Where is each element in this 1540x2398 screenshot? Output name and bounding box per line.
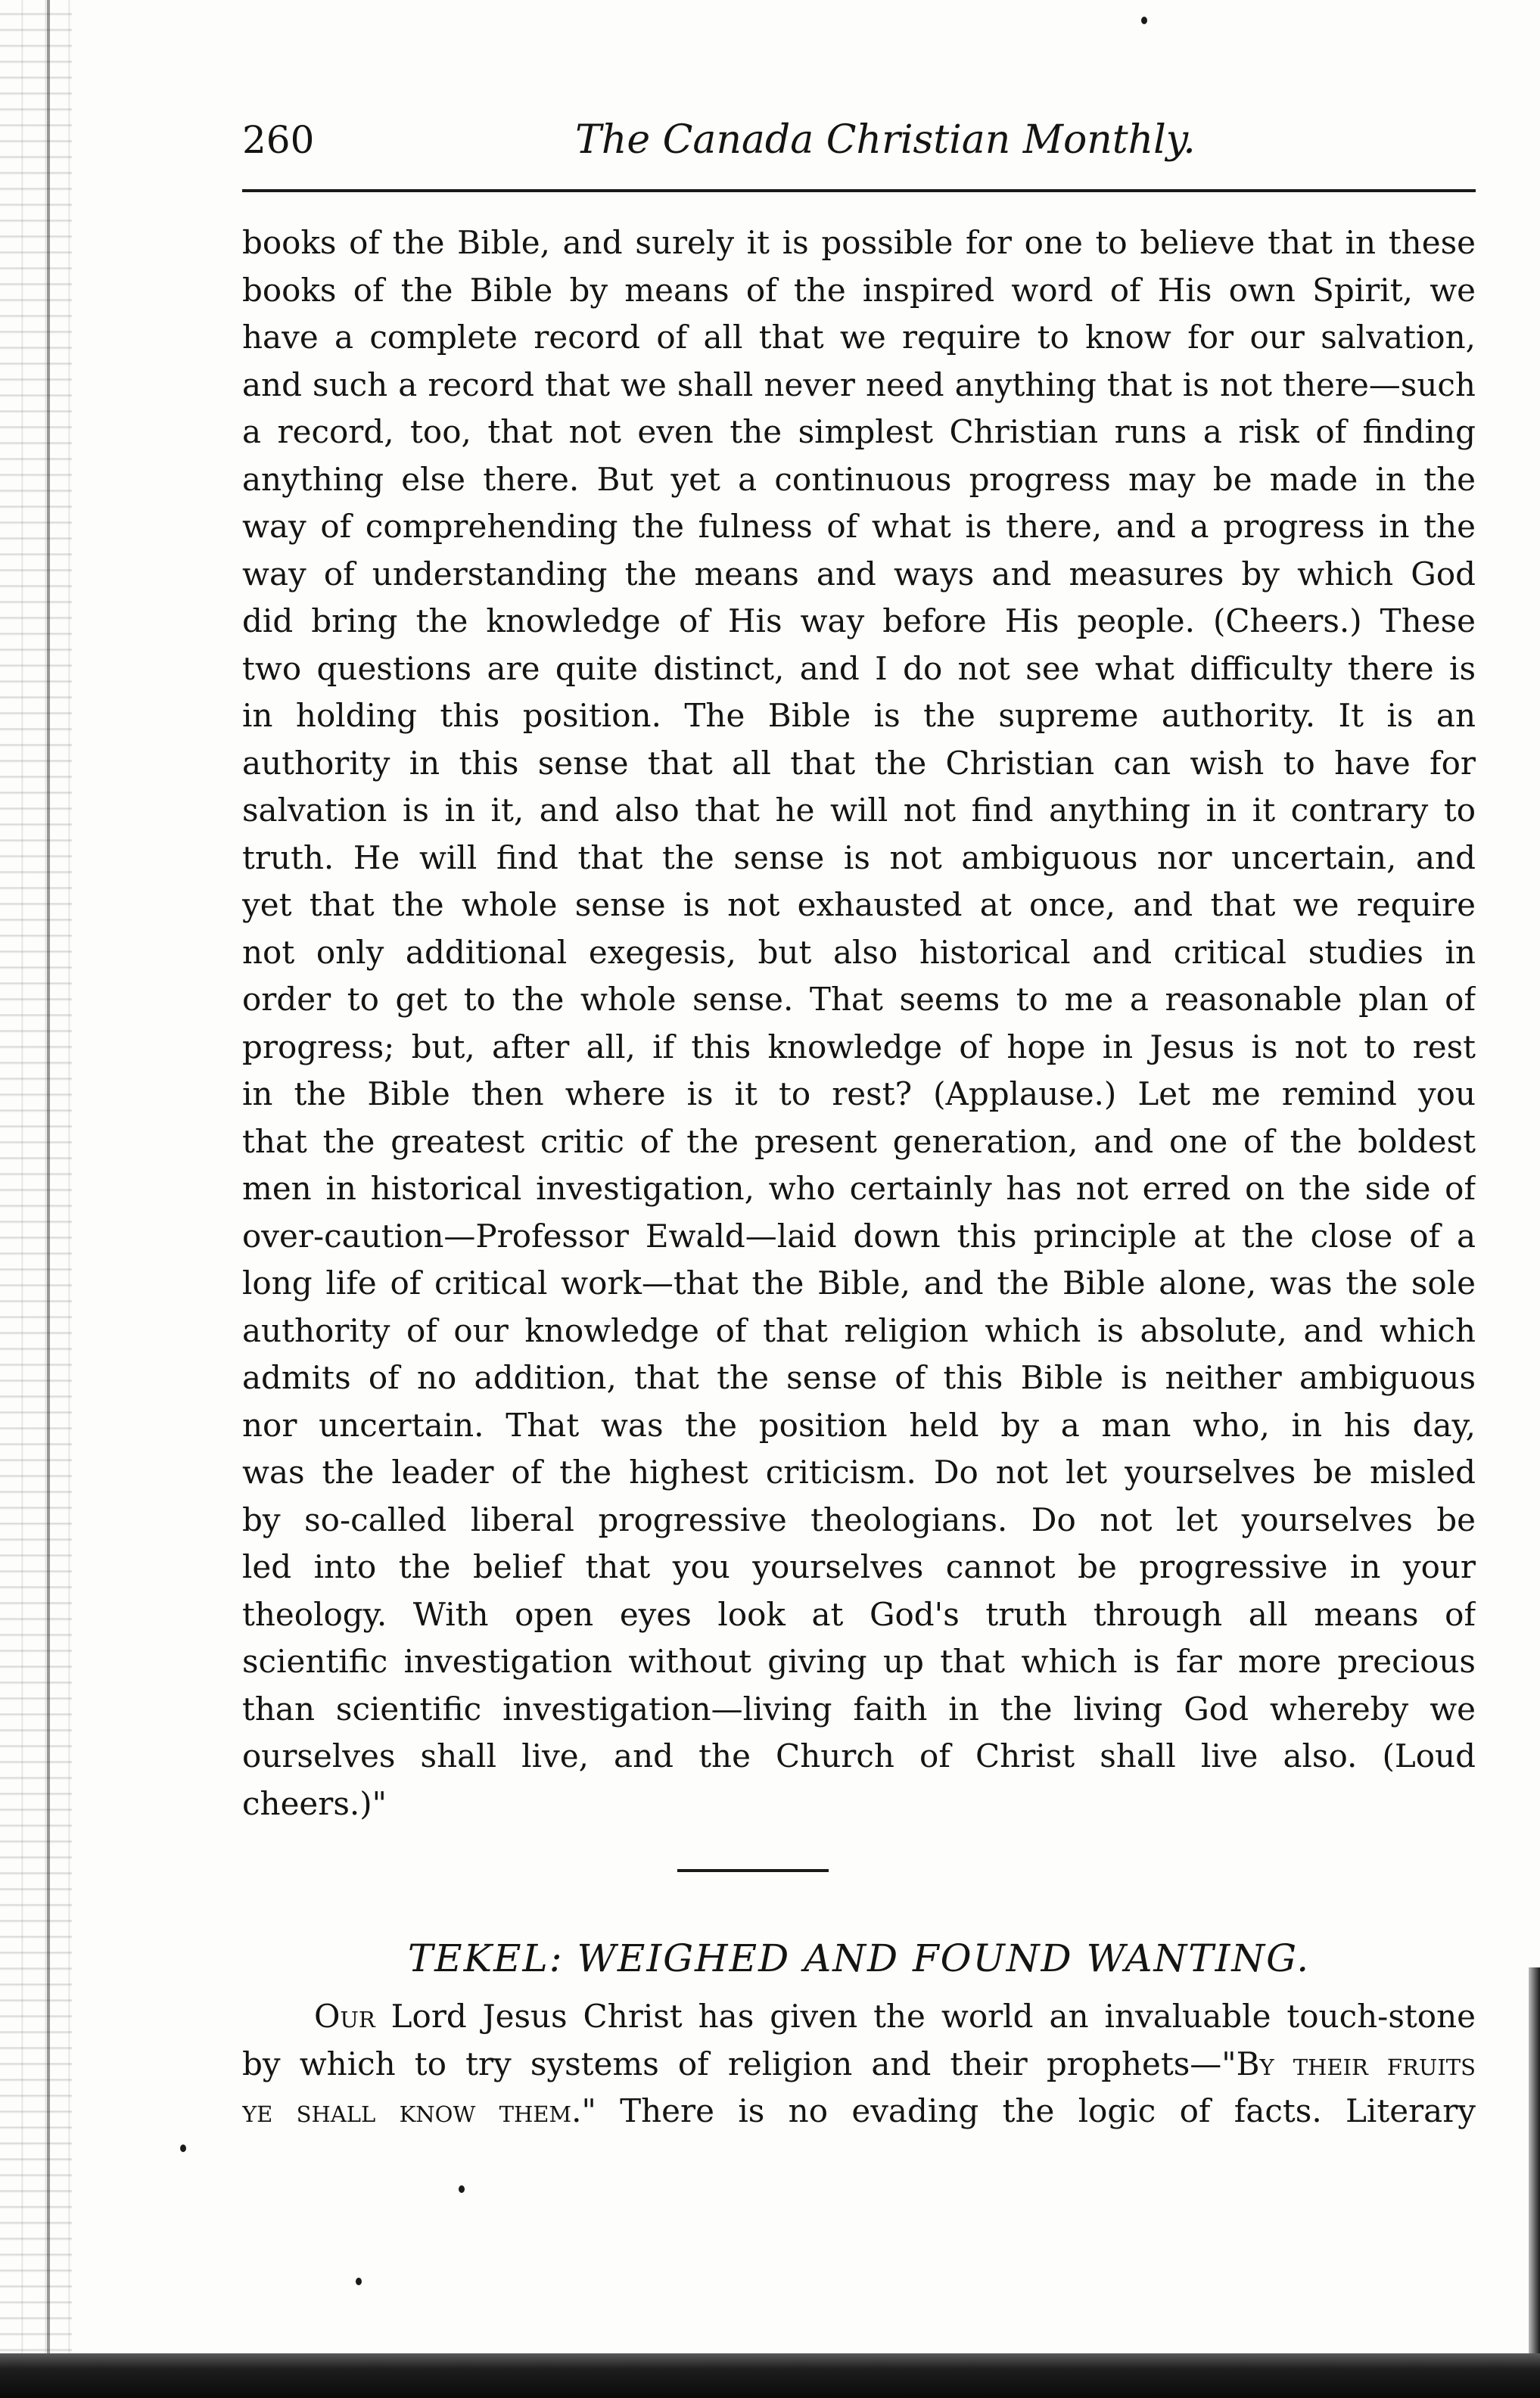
print-speck: [180, 2145, 186, 2152]
running-header: [242, 114, 1476, 174]
text-line: led into the belief that you yourselves cannot be progressive in your: [242, 1548, 1476, 1585]
print-speck: [356, 2278, 362, 2285]
text-line: by so-called liberal progressive theologians. Do not let yourselves be: [242, 1501, 1476, 1538]
text-line: ourselves shall live, and the Church of Christ shall live also. (Loud: [242, 1737, 1476, 1774]
quote-smallcaps: ye shall know them.: [242, 2092, 582, 2129]
text-line: yet that the whole sense is not exhausted at once, and that we require: [242, 886, 1476, 923]
text-line: anything else there. But yet a continuous progress may be made in the: [242, 460, 1476, 498]
section-divider-rule: [677, 1869, 829, 1872]
section-title: TEKEL: WEIGHED AND FOUND WANTING.: [407, 1936, 1311, 1980]
text-line: authority in this sense that all that the Christian can wish to have for: [242, 744, 1476, 782]
body-paragraph: [242, 219, 1476, 1827]
text-line: was the leader of the highest criticism. Do not let yourselves be misled: [242, 1454, 1476, 1491]
text-run: by which to try systems of religion and their prophets—": [242, 2045, 1237, 2082]
running-title: The Canada Christian Monthly.: [575, 117, 1196, 163]
text-line: order to get to the whole sense. That seems to me a reasonable plan of: [242, 981, 1476, 1018]
section-paragraph: [242, 1993, 1476, 2135]
text-line: over-caution—Professor Ewald—laid down this principle at the close of a: [242, 1217, 1476, 1255]
text-line: not only additional exegesis, but also historical and critical studies in: [242, 933, 1476, 971]
text-line: have a complete record of all that we require to know for our salvation,: [242, 319, 1476, 356]
text-line: way of comprehending the fulness of what is there, and a progress in the: [242, 508, 1476, 545]
page-number: 260: [242, 118, 315, 162]
lead-in-smallcaps: Our: [314, 1998, 375, 2035]
text-line: a record, too, that not even the simplest Christian runs a risk of finding: [242, 413, 1476, 450]
print-speck: [1141, 17, 1147, 24]
text-line: in holding this position. The Bible is the supreme authority. It is an: [242, 697, 1476, 734]
text-line: progress; but, after all, if this knowledge of hope in Jesus is not to rest: [242, 1028, 1476, 1065]
text-line: long life of critical work—that the Bible, and the Bible alone, was the sole: [242, 1264, 1476, 1302]
right-page-edge: [1529, 1967, 1540, 2353]
text-line: did bring the knowledge of His way before His people. (Cheers.) These: [242, 602, 1476, 639]
text-line: and such a record that we shall never need anything that is not there—such: [242, 365, 1476, 403]
text-line: than scientific investigation—living faith in the living God whereby we: [242, 1690, 1476, 1728]
text-line: in the Bible then where is it to rest? (Applause.) Let me remind you: [242, 1075, 1476, 1112]
print-speck: [459, 2185, 465, 2193]
header-rule: [242, 189, 1476, 192]
text-line: [242, 2041, 1476, 2089]
text-line: nor uncertain. That was the position held by a man who, in his day,: [242, 1406, 1476, 1444]
text-line: salvation is in it, and also that he will not find anything in it contrary to: [242, 792, 1476, 829]
binding-edge-line: [47, 0, 50, 2398]
text-line: scientific investigation without giving up that which is far more precious: [242, 1643, 1476, 1680]
text-line: way of understanding the means and ways and measures by which God: [242, 555, 1476, 593]
text-line: cheers.)": [242, 1784, 387, 1822]
text-line: [242, 2088, 1476, 2135]
text-line: men in historical investigation, who certainly has not erred on the side of: [242, 1170, 1476, 1207]
text-line: books of the Bible, and surely it is possible for one to believe that in these: [242, 224, 1476, 261]
quote-smallcaps: By their fruits: [1236, 2045, 1476, 2082]
text-line: theology. With open eyes look at God's truth through all means of: [242, 1595, 1476, 1633]
binding-gutter: [0, 0, 72, 2398]
text-line: that the greatest critic of the present generation, and one of the boldest: [242, 1122, 1476, 1160]
text-run: " There is no evading the logic of facts. Literary: [581, 2092, 1476, 2129]
text-line: two questions are quite distinct, and I do not see what difficulty there is: [242, 649, 1476, 687]
text-line: admits of no addition, that the sense of this Bible is neither ambiguous: [242, 1359, 1476, 1396]
text-line: [242, 1993, 1476, 2041]
text-line: authority of our knowledge of that religion which is absolute, and which: [242, 1311, 1476, 1349]
bottom-binding-edge: [0, 2353, 1540, 2398]
text-line: books of the Bible by means of the inspired word of His own Spirit, we: [242, 271, 1476, 309]
text-line: truth. He will find that the sense is not ambiguous nor uncertain, and: [242, 838, 1476, 876]
text-run: Lord Jesus Christ has given the world an invaluable touch-stone: [375, 1998, 1476, 2035]
